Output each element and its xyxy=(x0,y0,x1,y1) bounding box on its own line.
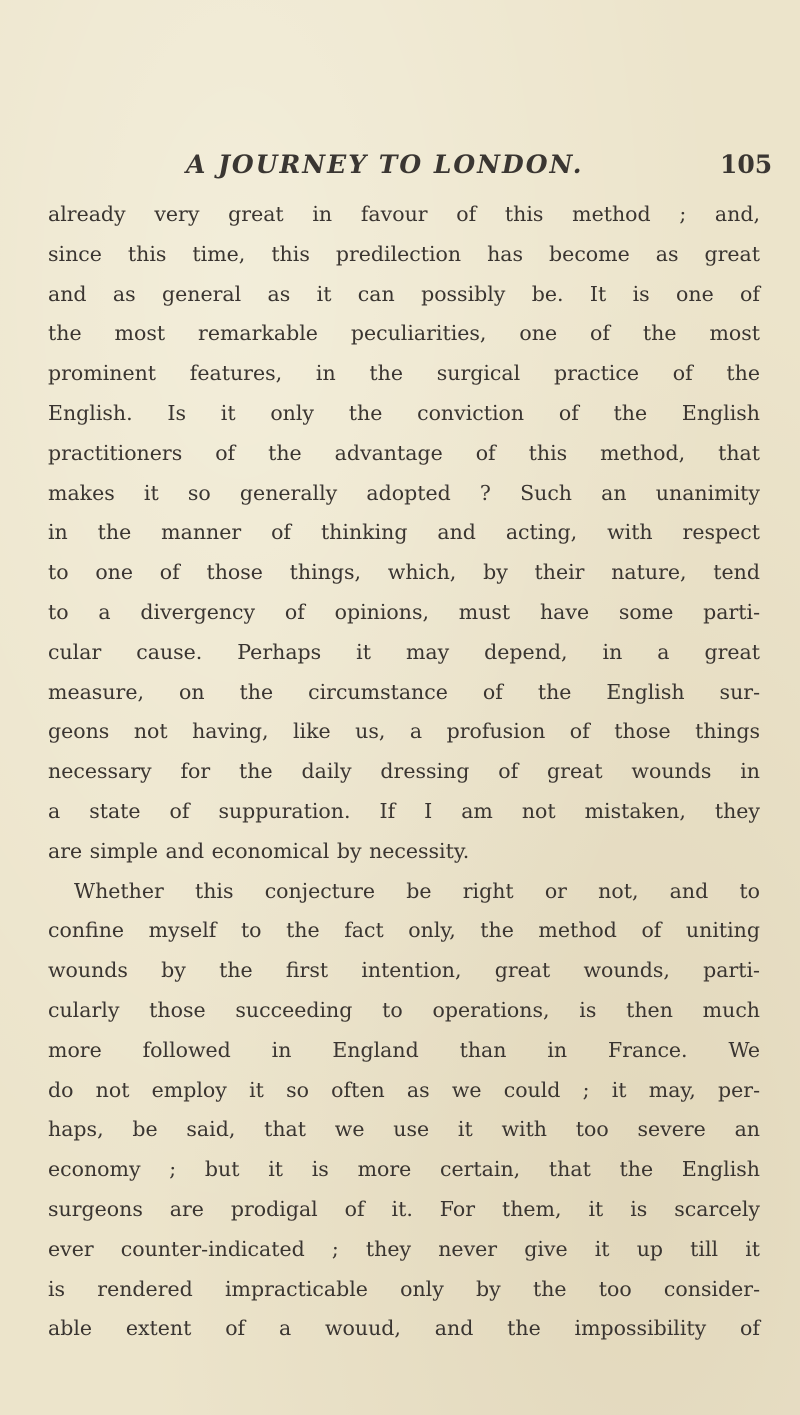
text-line: surgeons are prodigal of it. For them, it is scarcely xyxy=(48,1196,760,1221)
text-line: prominent features, in the surgical practice of the xyxy=(48,361,760,386)
text-line: do not employ it so often as we could ; it may, per- xyxy=(48,1077,760,1102)
text-line: makes it so generally adopted ? Such an unanimity xyxy=(48,480,760,505)
text-line: geons not having, like us, a profusion of those things xyxy=(48,719,760,744)
text-line: since this time, this predilection has become as great xyxy=(48,241,760,266)
text-line: practitioners of the advantage of this method, that xyxy=(48,440,760,465)
text-line: cular cause. Perhaps it may depend, in a great xyxy=(48,639,760,664)
text-line: to a divergency of opinions, must have some parti- xyxy=(48,599,760,624)
text-line: haps, be said, that we use it with too severe an xyxy=(48,1117,760,1142)
text-line: a state of suppuration. If I am not mistaken, they xyxy=(48,798,760,823)
text-line: in the manner of thinking and acting, with respect xyxy=(48,520,760,545)
page-header xyxy=(0,150,800,190)
page-number: 105 xyxy=(720,150,773,179)
text-line: more followed in England than in France. We xyxy=(48,1037,760,1062)
text-line: economy ; but it is more certain, that the English xyxy=(48,1157,760,1182)
body-text xyxy=(48,195,760,1349)
text-line: to one of those things, which, by their nature, tend xyxy=(48,560,760,585)
text-line: the most remarkable peculiarities, one of the most xyxy=(48,321,760,346)
running-head: A JOURNEY TO LONDON. xyxy=(186,150,584,179)
text-line: confine myself to the fact only, the method of uniting xyxy=(48,918,760,943)
text-line: wounds by the first intention, great wounds, parti- xyxy=(48,958,760,983)
text-line-paragraph-end: are simple and economical by necessity. xyxy=(48,838,470,863)
text-line: ever counter-indicated ; they never give it up till it xyxy=(48,1236,760,1261)
text-line: measure, on the circumstance of the English sur- xyxy=(48,679,760,704)
text-line-paragraph-start: Whether this conjecture be right or not, and to xyxy=(74,878,760,903)
text-line: is rendered impracticable only by the too consider- xyxy=(48,1276,760,1301)
text-line: able extent of a wouud, and the impossibility of xyxy=(48,1316,760,1341)
text-line: English. Is it only the conviction of the English xyxy=(48,400,760,425)
text-line: already very great in favour of this method ; and, xyxy=(48,202,760,226)
text-line: necessary for the daily dressing of great wounds in xyxy=(48,759,760,784)
text-line: cularly those succeeding to operations, is then much xyxy=(48,997,760,1022)
text-line: and as general as it can possibly be. It is one of xyxy=(48,281,760,306)
